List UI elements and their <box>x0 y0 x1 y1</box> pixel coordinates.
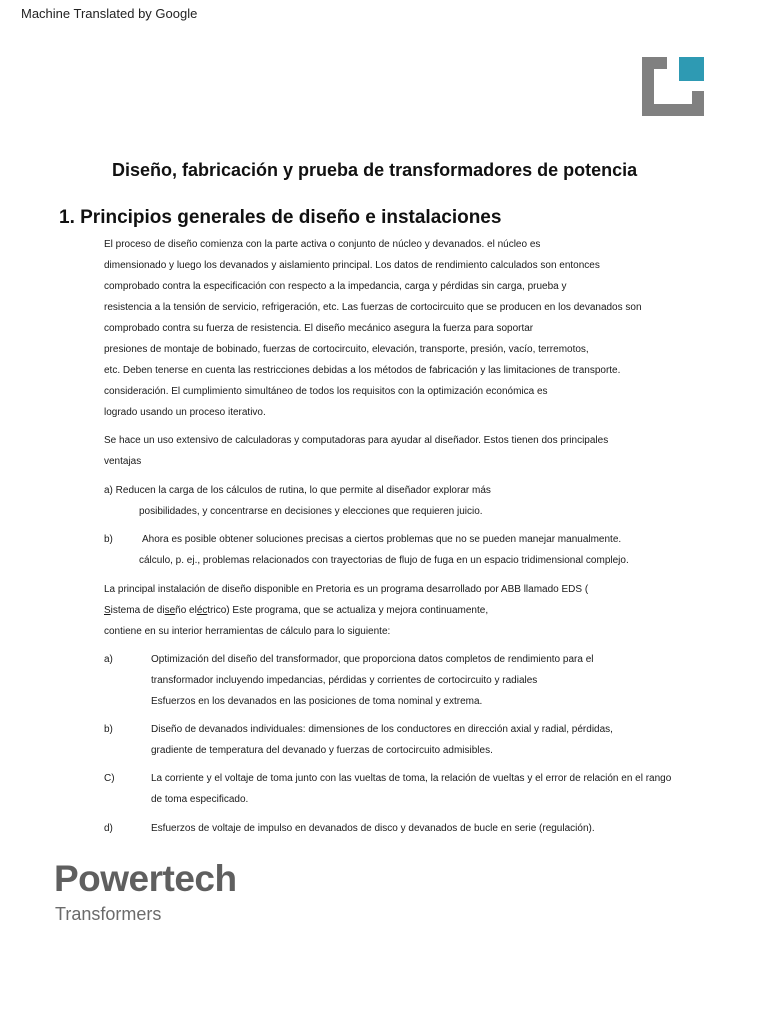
list-item-marker: d) <box>104 823 113 834</box>
paragraph-line: etc. Deben tenerse en cuenta las restricciones debidas a los métodos de fabricación y las limitaciones de transporte. <box>104 365 621 376</box>
list-item-line: gradiente de temperatura del devanado y fuerzas de cortocircuito admisibles. <box>151 745 493 756</box>
list-item-marker: b) <box>104 534 113 545</box>
paragraph-line: El proceso de diseño comienza con la parte activa o conjunto de núcleo y devanados. el núcleo es <box>104 239 541 250</box>
underlined-text: éc <box>196 605 208 616</box>
machine-translated-label: Machine Translated by Google <box>21 6 198 21</box>
paragraph-line: Se hace un uso extensivo de calculadoras y computadoras para ayudar al diseñador. Estos tienen dos principales <box>104 435 609 446</box>
paragraph-line: consideración. El cumplimiento simultáneo de todos los requisitos con la optimización económica es <box>104 386 548 397</box>
document-title: Diseño, fabricación y prueba de transformadores de potencia <box>112 160 638 180</box>
list-item-line: Esfuerzos en los devanados en las posiciones de toma nominal y extrema. <box>151 696 483 707</box>
paragraph-line: La principal instalación de diseño disponible en Pretoria es un programa desarrollado por ABB llamado EDS ( <box>104 584 589 595</box>
list-item-line: de toma especificado. <box>151 794 249 805</box>
paragraph-line: comprobado contra su fuerza de resistencia. El diseño mecánico asegura la fuerza para soportar <box>104 323 534 334</box>
list-item-marker: b) <box>104 724 113 735</box>
list-item-marker: C) <box>104 773 115 784</box>
list-item-line: cálculo, p. ej., problemas relacionados con trayectorias de flujo de fuga en un espacio tridimensional complejo. <box>139 555 629 566</box>
section-heading: 1. Principios generales de diseño e instalaciones <box>59 207 502 228</box>
paragraph-line: dimensionado y luego los devanados y aislamiento principal. Los datos de rendimiento calculados son entonces <box>104 260 600 271</box>
list-item-line: Esfuerzos de voltaje de impulso en devanados de disco y devanados de bucle en serie (regulación). <box>151 823 595 834</box>
list-item-line: transformador incluyendo impedancias, pérdidas y corrientes de cortocircuito y radiales <box>151 675 538 686</box>
paragraph-line: logrado usando un proceso iterativo. <box>104 407 266 418</box>
brand-subtitle: Transformers <box>55 904 162 924</box>
list-item-line: Diseño de devanados individuales: dimensiones de los conductores en dirección axial y radial, pérdidas, <box>151 724 613 735</box>
underlined-text: se <box>164 605 176 616</box>
paragraph-line <box>104 604 488 617</box>
list-item-line: a) Reducen la carga de los cálculos de rutina, lo que permite al diseñador explorar más <box>104 485 491 496</box>
paragraph-line: resistencia a la tensión de servicio, refrigeración, etc. Las fuerzas de cortocircuito que se producen en los devanados son <box>104 302 642 313</box>
company-logo-icon <box>642 57 704 116</box>
paragraph-line: comprobado contra la especificación con respecto a la impedancia, carga y pérdidas sin carga, prueba y <box>104 281 567 292</box>
paragraph-line: presiones de montaje de bobinado, fuerzas de cortocircuito, elevación, transporte, presión, vacío, terremotos, <box>104 344 589 355</box>
list-item-line: La corriente y el voltaje de toma junto con las vueltas de toma, la relación de vueltas y el error de relación en el rango <box>151 773 672 784</box>
underlined-text: S <box>104 605 111 616</box>
list-item-line: Optimización del diseño del transformador, que proporciona datos completos de rendimiento para el <box>151 654 594 665</box>
text-span: trico) Este programa, que se actualiza y mejora continuamente, <box>207 605 489 616</box>
list-item-marker: a) <box>104 654 113 665</box>
text-span: istema de di <box>110 605 165 616</box>
brand-name: Powertech <box>54 858 237 899</box>
paragraph-line: contiene en su interior herramientas de cálculo para lo siguiente: <box>104 626 391 637</box>
paragraph-line: ventajas <box>104 456 142 467</box>
text-span: ño el <box>175 605 197 616</box>
list-item-line: Ahora es posible obtener soluciones precisas a ciertos problemas que no se pueden manejar manualmente. <box>142 534 622 545</box>
list-item-line: posibilidades, y concentrarse en decisiones y elecciones que requieren juicio. <box>139 506 483 517</box>
